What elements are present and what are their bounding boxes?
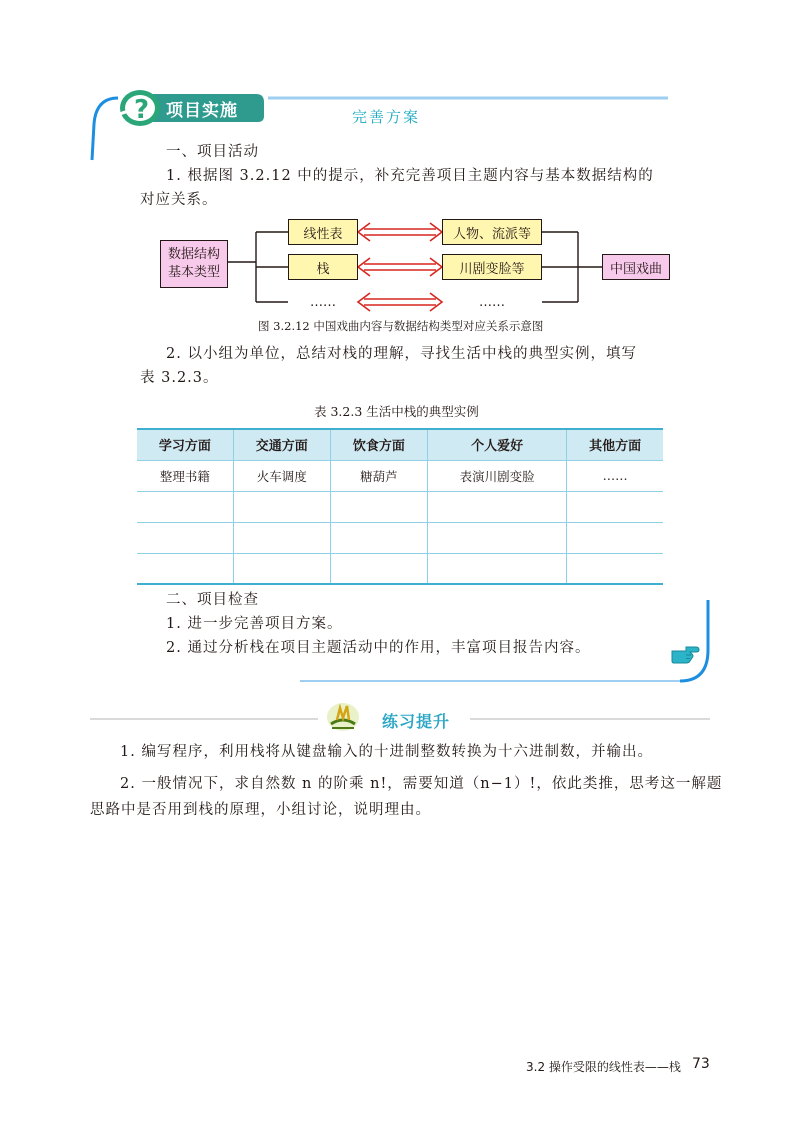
table-cell <box>330 553 427 584</box>
examples-table <box>137 428 663 585</box>
practice-item-1: 1. 编写程序，利用栈将从键盘输入的十进制整数转换为十六进制数，并输出。 <box>120 744 653 760</box>
practice-emblem-icon <box>326 702 360 732</box>
activity-item-2-line2: 表 3.2.3。 <box>140 370 219 386</box>
table-cell <box>567 522 663 553</box>
check-item-2: 2. 通过分析栈在项目主题活动中的作用，丰富项目报告内容。 <box>166 640 591 656</box>
table-header-cell: 饮食方面 <box>330 429 427 460</box>
table-cell <box>233 522 330 553</box>
table-cell <box>330 522 427 553</box>
table-cell <box>137 553 233 584</box>
content-box-face-changing: 川剧变脸等 <box>442 254 542 280</box>
activities-heading: 一、项目活动 <box>166 144 259 160</box>
structure-box-more: …… <box>310 294 336 310</box>
table-header-cell: 其他方面 <box>567 429 663 460</box>
data-structure-types-line2: 基本类型 <box>167 265 220 280</box>
pointing-hand-icon <box>670 643 700 665</box>
diagram-connectors <box>0 0 800 340</box>
structure-box-linear-list: 线性表 <box>288 219 358 245</box>
svg-text:?: ? <box>134 95 150 125</box>
table-cell: …… <box>567 460 663 491</box>
table-cell: 表演川剧变脸 <box>427 460 566 491</box>
structure-box-stack: 栈 <box>288 254 358 280</box>
practice-item-2-line2: 思路中是否用到栈的原理，小组讨论，说明理由。 <box>90 802 431 818</box>
chinese-opera-box: 中国戏曲 <box>602 254 670 280</box>
activity-item-1-line1: 1. 根据图 3.2.12 中的提示，补充完善项目主题内容与基本数据结构的 <box>166 168 654 184</box>
table-cell <box>427 491 566 522</box>
table-header-row <box>137 429 663 460</box>
table-cell <box>567 491 663 522</box>
table-cell <box>137 491 233 522</box>
table-cell <box>427 522 566 553</box>
table-row <box>137 553 663 584</box>
table-cell: 火车调度 <box>233 460 330 491</box>
table-cell <box>330 491 427 522</box>
content-box-more: …… <box>479 294 505 310</box>
table-row <box>137 491 663 522</box>
page-number: 73 <box>692 1056 710 1072</box>
table-cell <box>427 553 566 584</box>
table-cell: 糖葫芦 <box>330 460 427 491</box>
table-row <box>137 460 663 491</box>
table-cell <box>233 553 330 584</box>
data-structure-types-line1: 数据结构 <box>167 247 220 262</box>
section-title: 完善方案 <box>352 108 421 126</box>
figure-caption: 图 3.2.12 中国戏曲内容与数据结构类型对应关系示意图 <box>258 319 544 333</box>
table-cell <box>137 522 233 553</box>
table-header-cell: 个人爱好 <box>427 429 566 460</box>
practice-item-2-line1: 2. 一般情况下，求自然数 n 的阶乘 n!，需要知道（n−1）!，依此类推，思考这一解题 <box>120 776 723 792</box>
table-caption: 表 3.2.3 生活中栈的典型实例 <box>314 404 479 419</box>
check-item-1: 1. 进一步完善项目方案。 <box>166 616 343 632</box>
footer-section-title: 3.2 操作受限的线性表——栈 <box>526 1060 681 1074</box>
activity-item-2-line1: 2. 以小组为单位，总结对栈的理解，寻找生活中栈的典型实例，填写 <box>166 346 637 362</box>
content-box-characters: 人物、流派等 <box>442 219 542 245</box>
data-structure-types-box <box>160 240 228 288</box>
table-cell <box>233 491 330 522</box>
practice-title: 练习提升 <box>382 712 451 731</box>
table-header-cell: 学习方面 <box>137 429 233 460</box>
table-header-cell: 交通方面 <box>233 429 330 460</box>
table-cell: 整理书籍 <box>137 460 233 491</box>
check-heading: 二、项目检查 <box>166 592 259 608</box>
table-cell <box>567 553 663 584</box>
activity-item-1-line2: 对应关系。 <box>140 192 218 208</box>
project-tab-label: 项目实施 <box>166 101 238 121</box>
table-row <box>137 522 663 553</box>
